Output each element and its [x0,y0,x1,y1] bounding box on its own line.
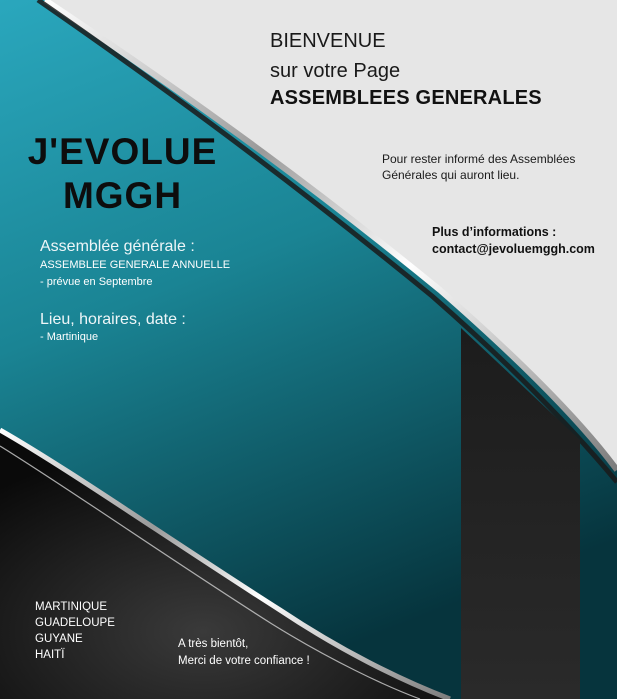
intro-line2: Générales qui auront lieu. [382,168,520,182]
welcome-title-line3: ASSEMBLEES GENERALES [270,87,542,109]
brand-logo-text [0,130,245,218]
closing-line1: A très bientôt, [178,638,249,650]
region-item: HAITÏ [35,649,65,661]
welcome-title-line2: sur votre Page [270,60,401,82]
assembly-heading: Assemblée générale : [40,238,195,255]
contact-label: Plus d’informations : [432,225,557,239]
location-heading: Lieu, horaires, date : [40,311,186,328]
welcome-title-line1: BIENVENUE [270,30,386,52]
location-value: - Martinique [40,331,99,343]
contact-email[interactable]: contact@jevoluemggh.com [432,242,595,256]
closing-line2: Merci de votre confiance ! [178,655,310,667]
closing-message [178,636,310,670]
intro-line1: Pour rester informé des Assemblées [382,152,576,166]
intro-text [382,151,575,183]
region-item: MARTINIQUE [35,601,107,613]
assembly-schedule: - prévue en Septembre [40,276,153,288]
region-item: GUYANE [35,633,83,645]
region-item: GUADELOUPE [35,617,115,629]
brand-line2: MGGH [62,175,183,216]
regions-list [35,599,115,663]
assembly-name: ASSEMBLEE GENERALE ANNUELLE [40,259,231,271]
brand-line1: J'EVOLUE [27,131,218,172]
